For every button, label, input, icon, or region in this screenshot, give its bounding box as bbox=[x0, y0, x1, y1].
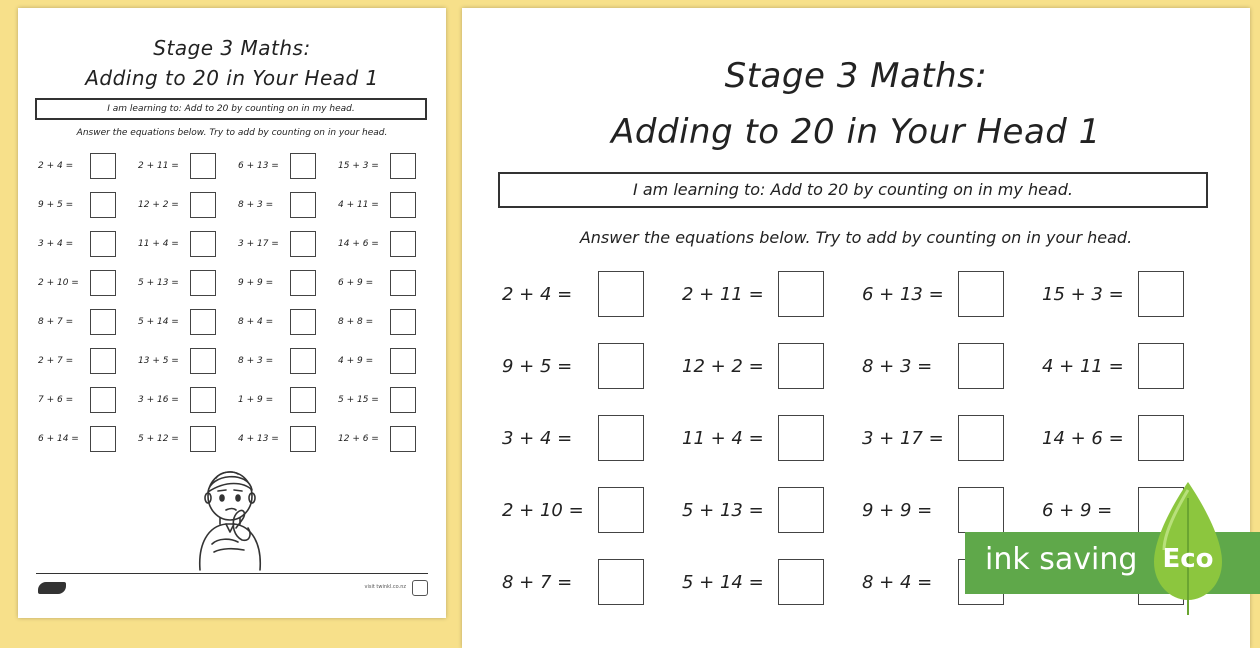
worksheet-thumbnail[interactable] bbox=[18, 8, 446, 618]
equation-item bbox=[338, 192, 416, 218]
equation-item bbox=[238, 426, 316, 452]
equation-item bbox=[862, 343, 1004, 389]
equation-item bbox=[502, 487, 644, 533]
equation-text: 2 + 11 = bbox=[682, 283, 764, 305]
answer-box[interactable] bbox=[390, 192, 416, 218]
answer-box[interactable] bbox=[598, 487, 644, 533]
answer-box[interactable] bbox=[190, 309, 216, 335]
equation-item bbox=[502, 343, 644, 389]
equation-item bbox=[682, 487, 824, 533]
equation-text: 5 + 14 = bbox=[682, 571, 764, 593]
equation-text: 4 + 9 = bbox=[338, 356, 374, 366]
equation-text: 9 + 9 = bbox=[238, 278, 274, 288]
equation-item bbox=[238, 387, 316, 413]
answer-box[interactable] bbox=[390, 348, 416, 374]
answer-box[interactable] bbox=[90, 231, 116, 257]
equation-text: 11 + 4 = bbox=[138, 239, 179, 249]
answer-box[interactable] bbox=[90, 270, 116, 296]
answer-box[interactable] bbox=[190, 153, 216, 179]
equation-text: 3 + 17 = bbox=[862, 427, 944, 449]
eco-label: Eco bbox=[1162, 544, 1214, 574]
main-objective: I am learning to: Add to 20 by counting on in my head. bbox=[498, 172, 1208, 208]
answer-box[interactable] bbox=[958, 271, 1004, 317]
twinkl-logo-icon bbox=[38, 582, 66, 594]
answer-box[interactable] bbox=[290, 387, 316, 413]
equation-text: 3 + 4 = bbox=[38, 239, 74, 249]
answer-box[interactable] bbox=[190, 270, 216, 296]
answer-box[interactable] bbox=[90, 309, 116, 335]
equation-text: 5 + 15 = bbox=[338, 395, 379, 405]
answer-box[interactable] bbox=[90, 192, 116, 218]
equation-item bbox=[862, 487, 1004, 533]
answer-box[interactable] bbox=[290, 426, 316, 452]
equation-item bbox=[38, 426, 116, 452]
main-title-line1: Stage 3 Maths: bbox=[724, 56, 988, 96]
answer-box[interactable] bbox=[390, 309, 416, 335]
equation-text: 4 + 11 = bbox=[1042, 355, 1124, 377]
equation-item bbox=[682, 343, 824, 389]
equation-text: 6 + 13 = bbox=[862, 283, 944, 305]
equation-text: 3 + 17 = bbox=[238, 239, 279, 249]
answer-box[interactable] bbox=[90, 348, 116, 374]
equation-text: 8 + 4 = bbox=[862, 571, 933, 593]
answer-box[interactable] bbox=[598, 271, 644, 317]
equation-item bbox=[238, 348, 316, 374]
answer-box[interactable] bbox=[778, 271, 824, 317]
equation-text: 7 + 6 = bbox=[38, 395, 74, 405]
equation-text: 6 + 13 = bbox=[238, 161, 279, 171]
equation-text: 6 + 9 = bbox=[1042, 499, 1113, 521]
equation-item bbox=[38, 231, 116, 257]
answer-box[interactable] bbox=[958, 487, 1004, 533]
equation-text: 8 + 7 = bbox=[38, 317, 74, 327]
equation-item bbox=[682, 559, 824, 605]
answer-box[interactable] bbox=[778, 415, 824, 461]
equation-text: 12 + 2 = bbox=[138, 200, 179, 210]
answer-box[interactable] bbox=[290, 348, 316, 374]
equation-text: 3 + 16 = bbox=[138, 395, 179, 405]
equation-item bbox=[1042, 271, 1184, 317]
equation-text: 5 + 13 = bbox=[682, 499, 764, 521]
equation-item bbox=[138, 387, 216, 413]
quality-mark-icon bbox=[412, 580, 428, 596]
equation-item bbox=[682, 271, 824, 317]
answer-box[interactable] bbox=[290, 192, 316, 218]
answer-box[interactable] bbox=[190, 426, 216, 452]
equation-item bbox=[1042, 343, 1184, 389]
equation-item bbox=[38, 387, 116, 413]
answer-box[interactable] bbox=[290, 231, 316, 257]
equation-text: 5 + 14 = bbox=[138, 317, 179, 327]
equation-item bbox=[238, 270, 316, 296]
thumbnail-instructions: Answer the equations below. Try to add by counting on in your head. bbox=[76, 128, 388, 138]
equation-item bbox=[138, 153, 216, 179]
answer-box[interactable] bbox=[190, 348, 216, 374]
answer-box[interactable] bbox=[1138, 343, 1184, 389]
equation-text: 12 + 2 = bbox=[682, 355, 764, 377]
equation-text: 9 + 9 = bbox=[862, 499, 933, 521]
equation-text: 8 + 3 = bbox=[238, 356, 274, 366]
equation-text: 4 + 13 = bbox=[238, 434, 279, 444]
equation-text: 2 + 11 = bbox=[138, 161, 179, 171]
answer-box[interactable] bbox=[390, 153, 416, 179]
equation-text: 4 + 11 = bbox=[338, 200, 379, 210]
equation-text: 8 + 7 = bbox=[502, 571, 573, 593]
equation-text: 6 + 14 = bbox=[38, 434, 79, 444]
answer-box[interactable] bbox=[390, 270, 416, 296]
equation-item bbox=[38, 192, 116, 218]
equation-text: 14 + 6 = bbox=[1042, 427, 1124, 449]
equation-item bbox=[338, 270, 416, 296]
equation-item bbox=[338, 153, 416, 179]
equation-item bbox=[138, 192, 216, 218]
answer-box[interactable] bbox=[598, 343, 644, 389]
equation-item bbox=[138, 426, 216, 452]
equation-text: 2 + 4 = bbox=[502, 283, 573, 305]
equation-text: 2 + 7 = bbox=[38, 356, 74, 366]
equation-item bbox=[38, 153, 116, 179]
equation-text: 8 + 3 = bbox=[862, 355, 933, 377]
equation-text: 15 + 3 = bbox=[338, 161, 379, 171]
answer-box[interactable] bbox=[90, 153, 116, 179]
equation-text: 8 + 8 = bbox=[338, 317, 374, 327]
equation-text: 5 + 13 = bbox=[138, 278, 179, 288]
equation-item bbox=[38, 309, 116, 335]
thumbnail-title-line1: Stage 3 Maths: bbox=[153, 36, 311, 60]
equation-item bbox=[862, 271, 1004, 317]
answer-box[interactable] bbox=[90, 387, 116, 413]
equation-item bbox=[1042, 415, 1184, 461]
equation-item bbox=[38, 348, 116, 374]
answer-box[interactable] bbox=[190, 192, 216, 218]
equation-item bbox=[338, 387, 416, 413]
thumbnail-title-line2: Adding to 20 in Your Head 1 bbox=[85, 66, 379, 90]
equation-item bbox=[502, 415, 644, 461]
thumbnail-footer-url: visit twinkl.co.nz bbox=[364, 584, 406, 590]
answer-box[interactable] bbox=[598, 415, 644, 461]
equation-item bbox=[238, 309, 316, 335]
equation-text: 3 + 4 = bbox=[502, 427, 573, 449]
answer-box[interactable] bbox=[390, 426, 416, 452]
answer-box[interactable] bbox=[290, 309, 316, 335]
boy-thinking-illustration bbox=[186, 466, 278, 572]
equation-text: 13 + 5 = bbox=[138, 356, 179, 366]
equation-text: 6 + 9 = bbox=[338, 278, 374, 288]
equation-item bbox=[238, 231, 316, 257]
answer-box[interactable] bbox=[958, 343, 1004, 389]
equation-item bbox=[138, 231, 216, 257]
equation-item bbox=[338, 309, 416, 335]
equation-text: 8 + 4 = bbox=[238, 317, 274, 327]
equation-text: 2 + 10 = bbox=[502, 499, 584, 521]
equation-item bbox=[138, 348, 216, 374]
equation-text: 15 + 3 = bbox=[1042, 283, 1124, 305]
answer-box[interactable] bbox=[778, 487, 824, 533]
equation-text: 2 + 10 = bbox=[38, 278, 79, 288]
equation-item bbox=[138, 309, 216, 335]
equation-item bbox=[862, 415, 1004, 461]
answer-box[interactable] bbox=[778, 559, 824, 605]
equation-item bbox=[38, 270, 116, 296]
answer-box[interactable] bbox=[390, 387, 416, 413]
equation-item bbox=[502, 559, 644, 605]
answer-box[interactable] bbox=[1138, 271, 1184, 317]
equation-text: 12 + 6 = bbox=[338, 434, 379, 444]
equation-item bbox=[338, 426, 416, 452]
equation-item bbox=[238, 192, 316, 218]
answer-box[interactable] bbox=[290, 270, 316, 296]
answer-box[interactable] bbox=[190, 231, 216, 257]
eco-banner-text: ink saving bbox=[985, 542, 1138, 577]
equation-item bbox=[338, 348, 416, 374]
equation-item bbox=[138, 270, 216, 296]
main-instructions: Answer the equations below. Try to add by counting on in your head. bbox=[579, 228, 1133, 247]
equation-item bbox=[682, 415, 824, 461]
equation-text: 2 + 4 = bbox=[38, 161, 74, 171]
answer-box[interactable] bbox=[290, 153, 316, 179]
answer-box[interactable] bbox=[958, 415, 1004, 461]
equation-text: 11 + 4 = bbox=[682, 427, 764, 449]
answer-box[interactable] bbox=[190, 387, 216, 413]
equation-text: 9 + 5 = bbox=[38, 200, 74, 210]
answer-box[interactable] bbox=[598, 559, 644, 605]
equation-text: 9 + 5 = bbox=[502, 355, 573, 377]
equation-item bbox=[338, 231, 416, 257]
equation-text: 1 + 9 = bbox=[238, 395, 274, 405]
main-title-line2: Adding to 20 in Your Head 1 bbox=[611, 112, 1101, 152]
equation-text: 14 + 6 = bbox=[338, 239, 379, 249]
thumbnail-footer-divider bbox=[36, 573, 428, 574]
answer-box[interactable] bbox=[778, 343, 824, 389]
answer-box[interactable] bbox=[390, 231, 416, 257]
equation-text: 8 + 3 = bbox=[238, 200, 274, 210]
equation-text: 5 + 12 = bbox=[138, 434, 179, 444]
answer-box[interactable] bbox=[90, 426, 116, 452]
thumbnail-objective: I am learning to: Add to 20 by counting on in my head. bbox=[35, 98, 427, 120]
answer-box[interactable] bbox=[1138, 415, 1184, 461]
equation-item bbox=[238, 153, 316, 179]
equation-item bbox=[502, 271, 644, 317]
